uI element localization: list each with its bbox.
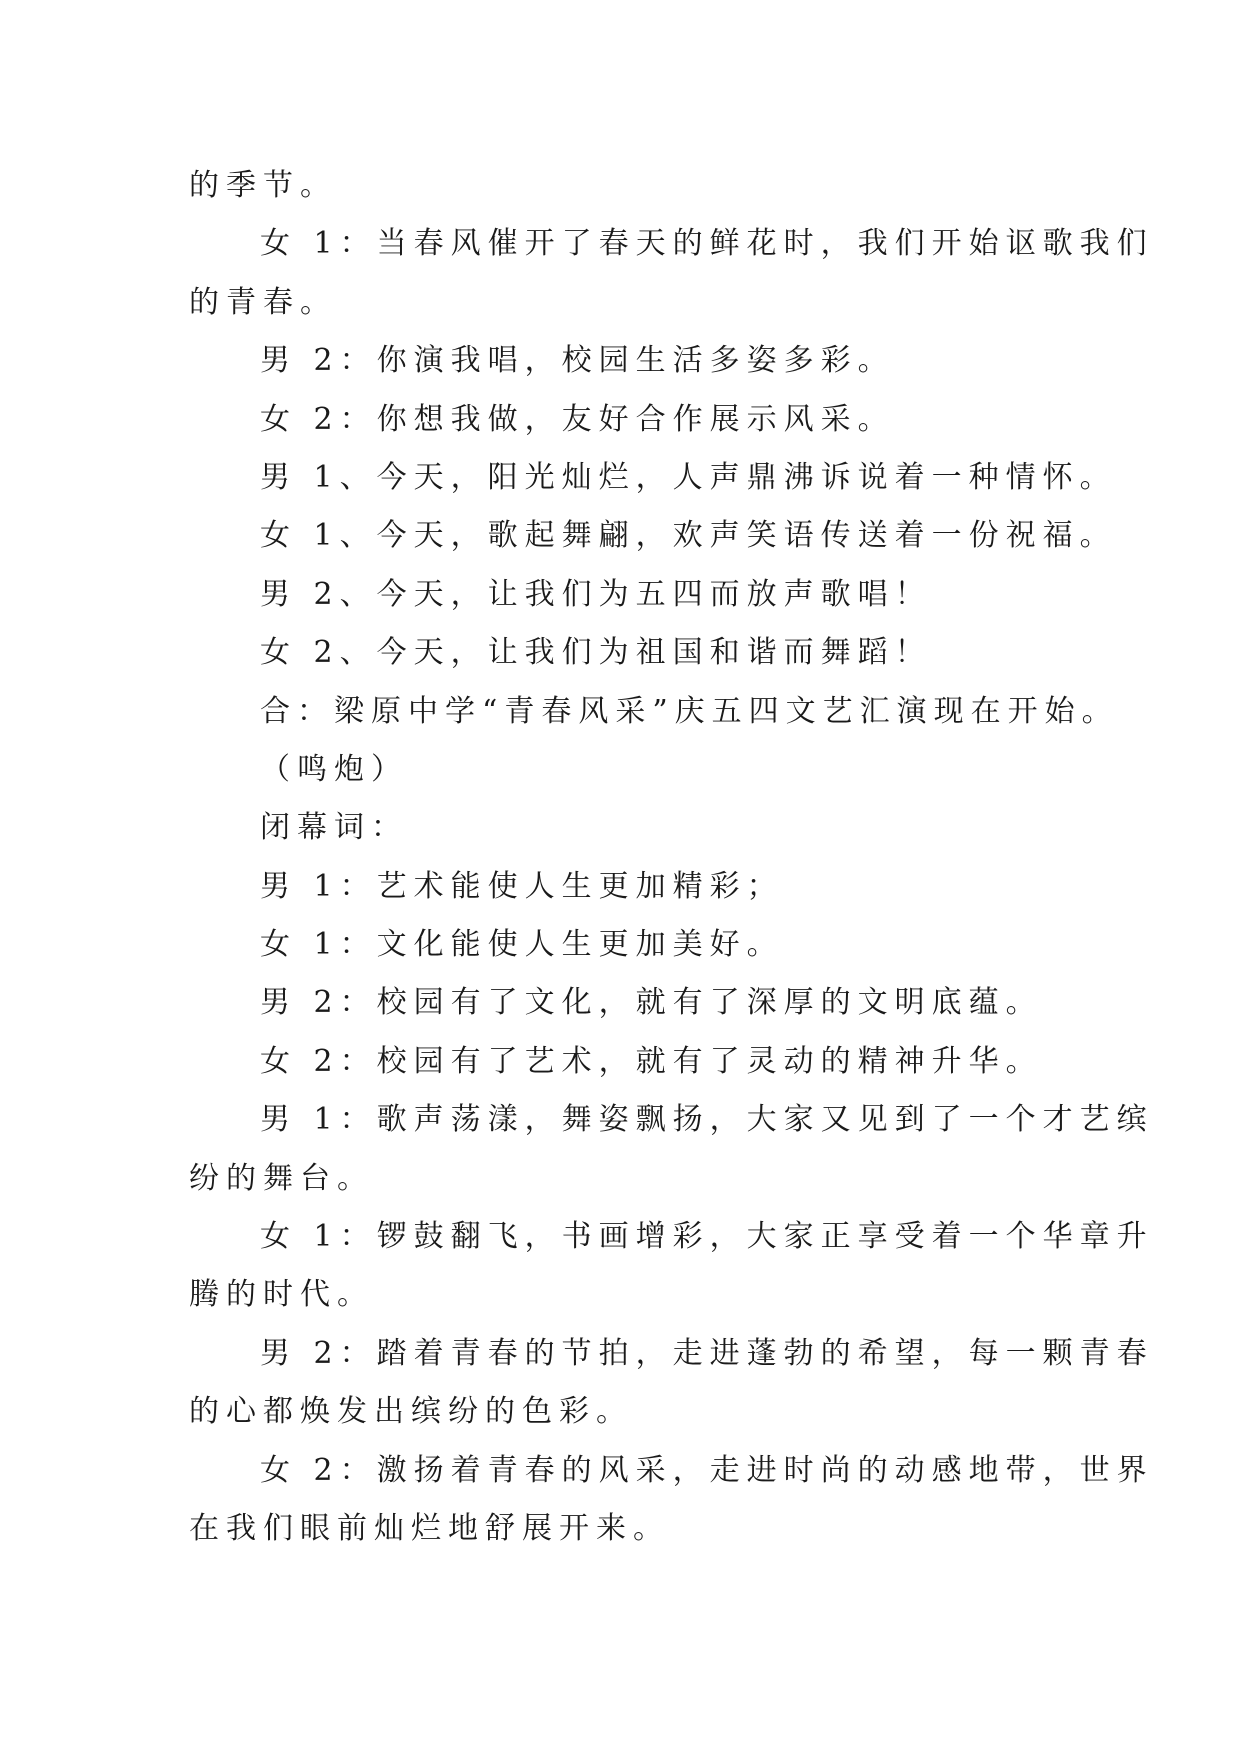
paragraph-line: 男 1：艺术能使人生更加精彩； [260, 868, 784, 904]
paragraph-line: 女 1、今天，歌起舞翩，欢声笑语传送着一份祝福。 [260, 518, 1117, 554]
paragraph-line: 女 2：激扬着青春的风采，走进时尚的动感地带，世界 [260, 1452, 1154, 1488]
paragraph-line: 女 2、今天，让我们为祖国和谐而舞蹈！ [260, 635, 932, 671]
paragraph-line: 女 2：校园有了艺术，就有了灵动的精神升华。 [260, 1043, 1043, 1079]
paragraph-line: 男 2、今天，让我们为五四而放声歌唱！ [260, 576, 932, 612]
paragraph-line: 女 1：文化能使人生更加美好。 [260, 927, 784, 963]
paragraph-line: 纷的舞台。 [189, 1160, 374, 1196]
document-body [189, 157, 1154, 1558]
paragraph-line: 男 1：歌声荡漾，舞姿飘扬，大家又见到了一个才艺缤 [260, 1102, 1154, 1138]
section-heading: 闭幕词： [260, 810, 408, 846]
paragraph-line: 女 1：当春风催开了春天的鲜花时，我们开始讴歌我们 [260, 226, 1154, 262]
paragraph-line: 腾的时代。 [189, 1277, 374, 1313]
paragraph-line: 女 1：锣鼓翻飞，书画增彩，大家正享受着一个华章升 [260, 1219, 1154, 1255]
paragraph-line: （鸣炮） [260, 751, 408, 787]
paragraph-line: 在我们眼前灿烂地舒展开来。 [189, 1510, 670, 1546]
paragraph-line: 男 1、今天，阳光灿烂，人声鼎沸诉说着一种情怀。 [260, 459, 1117, 495]
paragraph-line: 女 2：你想我做，友好合作展示风采。 [260, 401, 895, 437]
paragraph-line: 的心都焕发出缤纷的色彩。 [189, 1394, 633, 1430]
paragraph-line: 合：梁原中学“青春风采”庆五四文艺汇演现在开始。 [260, 693, 1119, 729]
paragraph-line: 的青春。 [189, 284, 337, 320]
paragraph-line: 男 2：踏着青春的节拍，走进蓬勃的希望，每一颗青春 [260, 1335, 1154, 1371]
paragraph-line: 男 2：你演我唱，校园生活多姿多彩。 [260, 343, 895, 379]
paragraph-line: 男 2：校园有了文化，就有了深厚的文明底蕴。 [260, 985, 1043, 1021]
paragraph-line: 的季节。 [189, 168, 337, 203]
